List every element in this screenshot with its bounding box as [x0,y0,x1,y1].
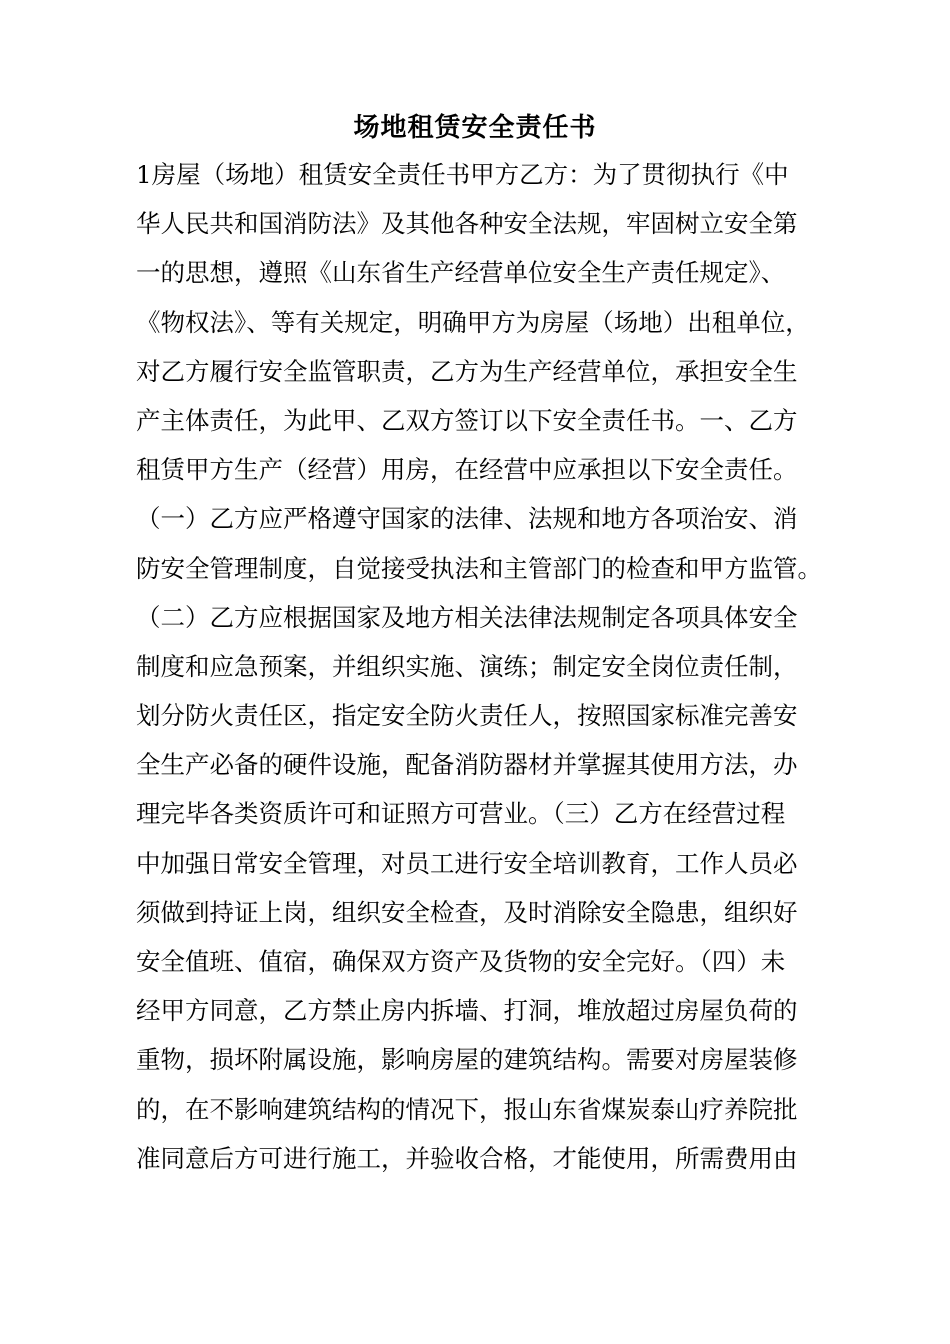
document-body [136,150,850,1183]
body-line: 须做到持证上岗，组织安全检查，及时消除安全隐患，组织好 [136,897,798,927]
body-line: 全生产必备的硬件设施，配备消防器材并掌握其使用方法，办 [136,750,798,780]
body-line: 重物，损坏附属设施，影响房屋的建筑结构。需要对房屋装修 [136,1045,798,1075]
body-line: （二）乙方应根据国家及地方相关法律法规制定各项具体安全 [136,602,798,632]
body-line: 的，在不影响建筑结构的情况下，报山东省煤炭泰山疗养院批 [136,1094,798,1124]
body-line: 对乙方履行安全监管职责，乙方为生产经营单位，承担安全生 [136,356,798,386]
body-line: （一）乙方应严格遵守国家的法律、法规和地方各项治安、消 [136,504,798,534]
body-line: 划分防火责任区，指定安全防火责任人，按照国家标准完善安 [136,701,798,731]
body-line: 华人民共和国消防法》及其他各种安全法规，牢固树立安全第 [136,209,798,239]
body-line: 准同意后方可进行施工，并验收合格，才能使用，所需费用由 [136,1143,798,1173]
body-line: 经甲方同意，乙方禁止房内拆墙、打洞，堆放超过房屋负荷的 [136,996,798,1026]
body-line: 产主体责任，为此甲、乙双方签订以下安全责任书。一、乙方 [136,405,798,435]
body-line: 一的思想，遵照《山东省生产经营单位安全生产责任规定》、 [136,258,786,288]
body-line: 《物权法》、等有关规定，明确甲方为房屋（场地）出租单位， [136,307,810,337]
body-line: 安全值班、值宿，确保双方资产及货物的安全完好。（四）未 [136,947,786,976]
body-line: 中加强日常安全管理，对员工进行安全培训教育，工作人员必 [136,848,798,878]
body-line: 制度和应急预案，并组织实施、演练；制定安全岗位责任制， [136,651,798,681]
body-line: 理完毕各类资质许可和证照方可营业。（三）乙方在经营过程 [136,799,786,829]
document-title: 场地租赁安全责任书 [353,113,597,143]
body-line: 租赁甲方生产（经营）用房，在经营中应承担以下安全责任。 [136,455,798,485]
body-line: 1房屋（场地）租赁安全责任书甲方乙方：为了贯彻执行《中 [136,160,789,189]
body-line: 防安全管理制度，自觉接受执法和主管部门的检查和甲方监管。 [136,553,822,583]
